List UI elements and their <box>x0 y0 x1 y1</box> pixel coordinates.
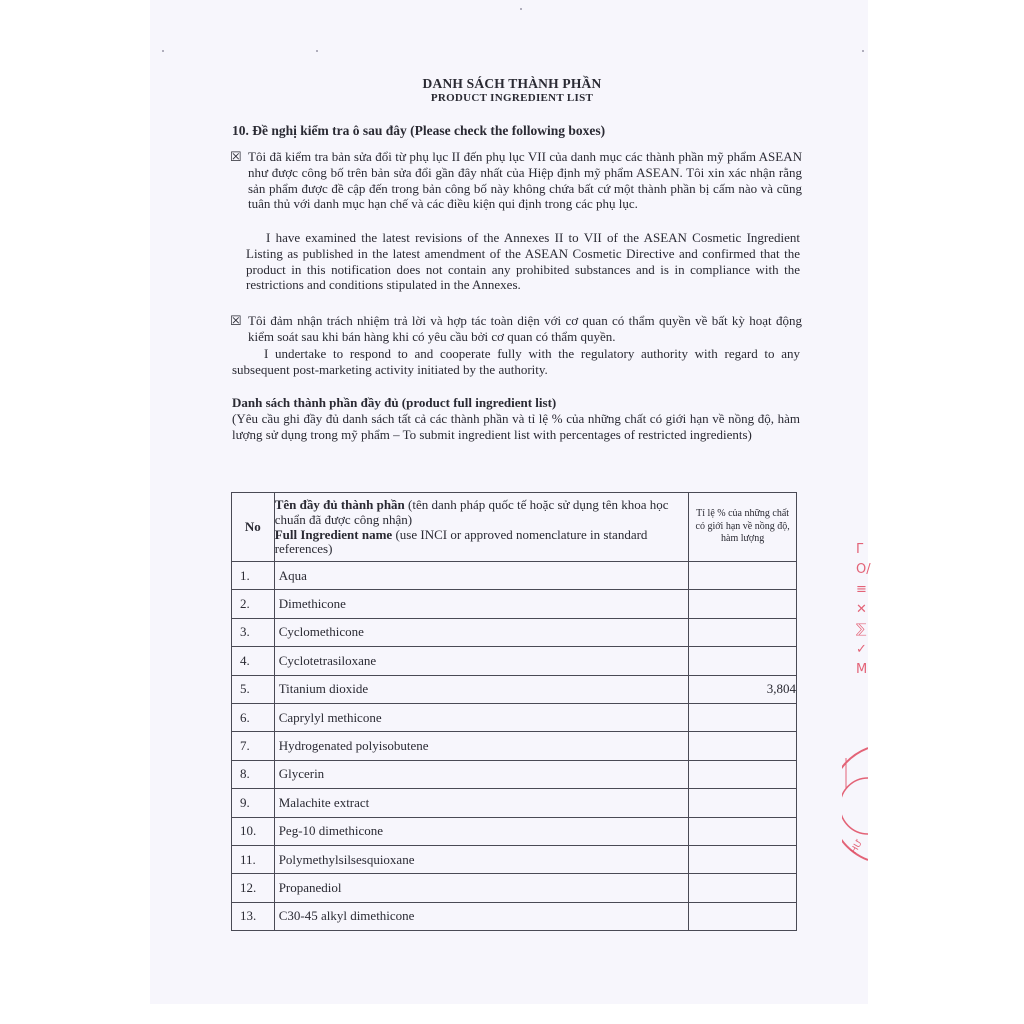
document-title-vi: DANH SÁCH THÀNH PHẦN <box>422 76 602 91</box>
ingredient-name: Propanediol <box>274 874 689 902</box>
ingredient-percentage <box>689 703 797 731</box>
row-number: 11. <box>232 845 275 873</box>
row-number: 9. <box>232 789 275 817</box>
table-row <box>232 874 797 902</box>
scan-speck <box>316 50 318 52</box>
table-row <box>232 647 797 675</box>
ingredient-percentage <box>689 590 797 618</box>
ingredient-percentage <box>689 789 797 817</box>
declaration-2-vi: Tôi đảm nhận trách nhiệm trả lời và hợp tác toàn diện với cơ quan có thẩm quyền về bất kỳ hoạt động kiểm soát sau khi bán hàng khi có yêu cầu bởi cơ quan có thẩm quyền. <box>248 313 802 344</box>
row-number: 2. <box>232 590 275 618</box>
declaration-2-en: I undertake to respond to and cooperate fully with the regulatory authority with regard to any subsequent post-marketing activity initiated by the authority. <box>232 346 800 377</box>
row-number: 13. <box>232 902 275 930</box>
ingredient-name: Hydrogenated polyisobutene <box>274 732 689 760</box>
ingredient-name: Caprylyl methicone <box>274 703 689 731</box>
table-row <box>232 789 797 817</box>
row-number: 8. <box>232 760 275 788</box>
ingredient-percentage <box>689 902 797 930</box>
ingredient-percentage <box>689 817 797 845</box>
ingredient-name: Malachite extract <box>274 789 689 817</box>
seal-text: HƯ <box>849 838 866 856</box>
declaration-1-vi: Tôi đã kiểm tra bản sửa đổi từ phụ lục II đến phụ lục VII của danh mục các thành phần mỹ phẩm ASEAN như được công bố trên bản sửa đổi gần đây nhất của Hiệp định mỹ phẩm ASEAN. Tôi xin xác nhận rằng sản phẩm được đề cập đến trong bản công bố này không chứa bất cứ một thành phần bị cấm nào và cũng tuân thủ với danh mục hạn chế và các điều kiện qui định trong các phụ lục. <box>248 149 802 212</box>
table-header-row <box>232 493 797 562</box>
header-no: No <box>232 493 275 562</box>
stamp-edge-text: ΓΟ/ ≡ ✕ ⅀ ✓ M <box>856 542 871 677</box>
ingredient-table <box>231 492 797 931</box>
row-number: 3. <box>232 618 275 646</box>
ingredient-name: Titanium dioxide <box>274 675 689 703</box>
ingredient-name: Peg-10 dimethicone <box>274 817 689 845</box>
row-number: 6. <box>232 703 275 731</box>
table-row <box>232 732 797 760</box>
table-row <box>232 845 797 873</box>
checked-checkbox-2: ☒ <box>230 313 242 328</box>
ingredient-percentage <box>689 618 797 646</box>
ingredient-name: Dimethicone <box>274 590 689 618</box>
row-number: 4. <box>232 647 275 675</box>
ingredient-percentage <box>689 760 797 788</box>
scan-speck <box>862 50 864 52</box>
ingredient-percentage: 3,804 <box>689 675 797 703</box>
ingredient-list-instructions: (Yêu cầu ghi đầy đủ danh sách tất cả các thành phần và tỉ lệ % của những chất có giới hạn về nồng độ, hàm lượng sử dụng trong mỹ phẩm – To submit ingredient list with percentages of restricted ingredients) <box>232 411 800 442</box>
ingredient-percentage <box>689 874 797 902</box>
row-number: 5. <box>232 675 275 703</box>
table-row <box>232 590 797 618</box>
row-number: 7. <box>232 732 275 760</box>
scan-speck <box>520 8 522 10</box>
ingredient-name: Aqua <box>274 562 689 590</box>
ingredient-percentage <box>689 732 797 760</box>
table-row <box>232 675 797 703</box>
ingredient-name: Cyclotetrasiloxane <box>274 647 689 675</box>
header-percentage: Tỉ lệ % của những chất có giới hạn về nồng độ, hàm lượng <box>689 493 797 562</box>
header-ingredient-name: Tên đầy đủ thành phần (tên danh pháp quốc tế hoặc sử dụng tên khoa học chuẩn đã được công nhận) Full Ingredient name (use INCI or approved nomenclature in standard references) <box>274 493 689 562</box>
table-row <box>232 817 797 845</box>
table-row <box>232 902 797 930</box>
row-number: 10. <box>232 817 275 845</box>
table-row <box>232 618 797 646</box>
row-number: 1. <box>232 562 275 590</box>
document-title-en: PRODUCT INGREDIENT LIST <box>430 92 594 104</box>
ingredient-percentage <box>689 845 797 873</box>
ingredient-name: Polymethylsilsesquioxane <box>274 845 689 873</box>
ingredient-name: C30-45 alkyl dimethicone <box>274 902 689 930</box>
ingredient-percentage <box>689 562 797 590</box>
table-row <box>232 562 797 590</box>
ingredient-list-heading: Danh sách thành phần đầy đủ (product full ingredient list) <box>232 395 557 410</box>
table-row <box>232 760 797 788</box>
row-number: 12. <box>232 874 275 902</box>
section-10-heading: 10. Đề nghị kiểm tra ô sau đây (Please check the following boxes) <box>232 123 606 138</box>
declaration-1-en: I have examined the latest revisions of the Annexes II to VII of the ASEAN Cosmetic Ingredient Listing as published in the latest amendment of the ASEAN Cosmetic Directive and confirmed that the product in this notification does not contain any prohibited substances and is in compliance with the restrictions and conditions stipulated in the Annexes. <box>246 230 800 293</box>
checked-checkbox-1: ☒ <box>230 149 242 164</box>
ingredient-name: Cyclomethicone <box>274 618 689 646</box>
ingredient-name: Glycerin <box>274 760 689 788</box>
ingredient-percentage <box>689 647 797 675</box>
scan-speck <box>162 50 164 52</box>
table-row <box>232 703 797 731</box>
